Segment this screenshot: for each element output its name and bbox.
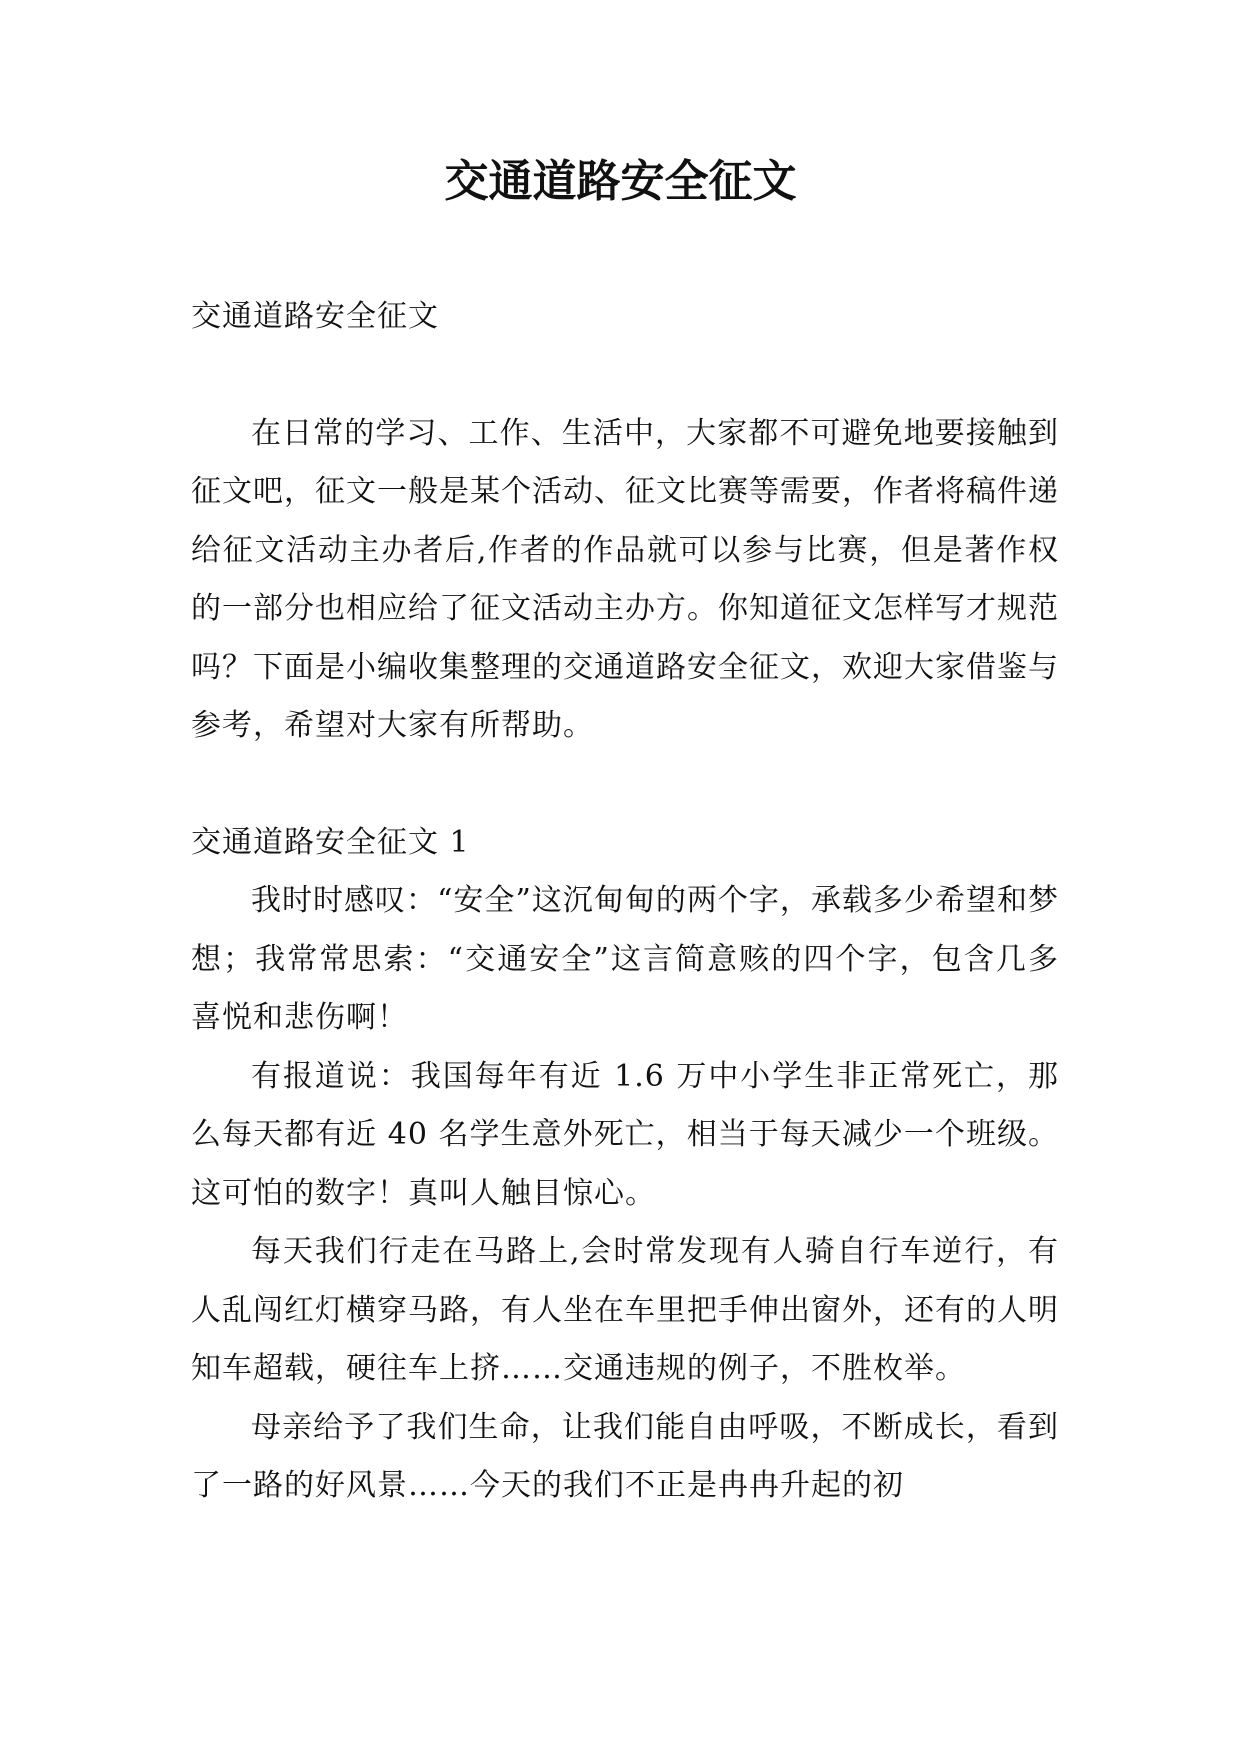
body-paragraph: 有报道说：我国每年有近 1.6 万中小学生非正常死亡，那么每天都有近 40 名学生意外死亡，相当于每天减少一个班级。这可怕的数字！真叫人触目惊心。 <box>191 1058 1059 1211</box>
intro-paragraph: 在日常的学习、工作、生活中，大家都不可避免地要接触到征文吧，征文一般是某个活动、征文比赛等需要，作者将稿件递给征文活动主办者后,作者的作品就可以参与比赛，但是著作权的一部分也相应给了征文活动主办方。你知道征文怎样写才规范吗？下面是小编收集整理的交通道路安全征文，欢迎大家借鉴与参考，希望对大家有所帮助。 <box>191 415 1059 743</box>
body-paragraph: 我时时感叹：“安全”这沉甸甸的两个字，承载多少希望和梦想；我常常思索：“交通安全”这言简意赅的四个字，包含几多喜悦和悲伤啊！ <box>191 883 1059 1035</box>
section-heading: 交通道路安全征文 1 <box>191 824 470 860</box>
document-title: 交通道路安全征文 <box>444 156 797 207</box>
body-paragraph: 每天我们行走在马路上,会时常发现有人骑自行车逆行，有人乱闯红灯横穿马路，有人坐在车里把手伸出窗外，还有的人明知车超载，硬往车上挤……交通违规的例子，不胜枚举。 <box>191 1234 1059 1386</box>
document-body <box>191 288 1059 1516</box>
document-subtitle: 交通道路安全征文 <box>191 299 439 334</box>
body-paragraph: 母亲给予了我们生命，让我们能自由呼吸，不断成长，看到了一路的好风景……今天的我们不正是冉冉升起的初 <box>191 1409 1059 1503</box>
